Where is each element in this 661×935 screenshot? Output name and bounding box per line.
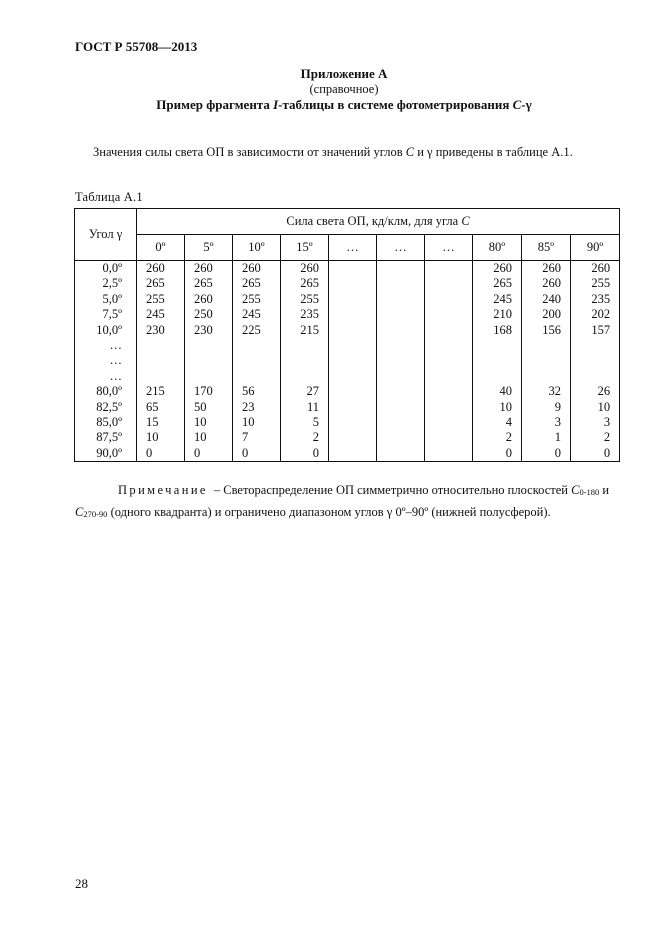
value-cell <box>233 338 281 353</box>
table-row <box>75 307 620 322</box>
intro-paragraph: Значения силы света ОП в зависимости от значений углов C и γ приведены в таблице А.1. <box>93 145 573 159</box>
column-header: 15º <box>281 235 329 261</box>
value-cell: 7 <box>233 430 281 445</box>
value-cell <box>377 369 425 384</box>
value-cell <box>329 446 377 462</box>
column-header: 80º <box>473 235 522 261</box>
value-cell <box>329 323 377 338</box>
gamma-cell: 90,0º <box>75 446 137 462</box>
gamma-cell: 2,5º <box>75 276 137 291</box>
value-cell: 0 <box>185 446 233 462</box>
value-cell: 10 <box>473 400 522 415</box>
value-cell: 0 <box>522 446 571 462</box>
table-row <box>75 384 620 399</box>
value-cell <box>185 353 233 368</box>
value-cell <box>377 292 425 307</box>
value-cell <box>329 307 377 322</box>
column-header: 10º <box>233 235 281 261</box>
value-cell: 9 <box>522 400 571 415</box>
value-cell: 260 <box>522 276 571 291</box>
value-cell: 260 <box>281 261 329 277</box>
value-cell: 210 <box>473 307 522 322</box>
value-cell: 10 <box>185 415 233 430</box>
value-cell <box>137 338 185 353</box>
value-cell <box>425 430 473 445</box>
gamma-cell: 87,5º <box>75 430 137 445</box>
note-label: Примечание <box>118 483 208 497</box>
value-cell <box>281 338 329 353</box>
value-cell: 1 <box>522 430 571 445</box>
table-row <box>75 430 620 445</box>
value-cell <box>329 384 377 399</box>
value-cell: 26 <box>571 384 620 399</box>
value-cell <box>377 430 425 445</box>
value-cell: 235 <box>571 292 620 307</box>
gamma-cell: … <box>75 338 137 353</box>
value-cell: 260 <box>522 261 571 277</box>
value-cell <box>185 338 233 353</box>
gamma-cell: 80,0º <box>75 384 137 399</box>
value-cell: 255 <box>281 292 329 307</box>
table-row <box>75 338 620 353</box>
value-cell: 255 <box>233 292 281 307</box>
value-cell: 2 <box>571 430 620 445</box>
value-cell <box>425 276 473 291</box>
table-row <box>75 276 620 291</box>
value-cell <box>329 276 377 291</box>
gamma-cell: 7,5º <box>75 307 137 322</box>
value-cell: 168 <box>473 323 522 338</box>
value-cell <box>425 323 473 338</box>
value-cell: 15 <box>137 415 185 430</box>
value-cell <box>281 353 329 368</box>
value-cell: 10 <box>185 430 233 445</box>
value-cell <box>377 323 425 338</box>
table-row <box>75 292 620 307</box>
value-cell <box>571 369 620 384</box>
value-cell <box>425 307 473 322</box>
value-cell: 265 <box>473 276 522 291</box>
gamma-cell: … <box>75 353 137 368</box>
value-cell <box>329 261 377 277</box>
value-cell <box>377 353 425 368</box>
intensity-table <box>74 208 620 462</box>
value-cell: 50 <box>185 400 233 415</box>
value-cell <box>281 369 329 384</box>
value-cell: 170 <box>185 384 233 399</box>
column-header: … <box>425 235 473 261</box>
value-cell <box>571 338 620 353</box>
value-cell <box>425 292 473 307</box>
value-cell: 40 <box>473 384 522 399</box>
value-cell: 0 <box>137 446 185 462</box>
value-cell: 32 <box>522 384 571 399</box>
value-cell: 235 <box>281 307 329 322</box>
value-cell <box>377 307 425 322</box>
value-cell: 0 <box>281 446 329 462</box>
gamma-cell: 5,0º <box>75 292 137 307</box>
value-cell: 260 <box>185 292 233 307</box>
value-cell: 245 <box>473 292 522 307</box>
group-header: Сила света ОП, кд/клм, для угла C <box>137 209 620 235</box>
value-cell <box>329 338 377 353</box>
value-cell <box>377 400 425 415</box>
value-cell <box>329 415 377 430</box>
value-cell: 265 <box>137 276 185 291</box>
gamma-cell: 0,0º <box>75 261 137 277</box>
gamma-cell: 85,0º <box>75 415 137 430</box>
value-cell <box>425 446 473 462</box>
value-cell: 202 <box>571 307 620 322</box>
value-cell: 11 <box>281 400 329 415</box>
value-cell: 225 <box>233 323 281 338</box>
column-header: 0º <box>137 235 185 261</box>
value-cell <box>329 369 377 384</box>
value-cell <box>571 353 620 368</box>
value-cell <box>377 261 425 277</box>
column-header: … <box>377 235 425 261</box>
value-cell <box>473 353 522 368</box>
value-cell <box>377 338 425 353</box>
value-cell: 245 <box>137 307 185 322</box>
table-note: Примечание – Светораспределение ОП симметрично относительно плоскостей $C_{0-180}$ и $C_{270-90}$ (одного квадранта) и ограничено диапазоном углов γ 0º–90º (нижней полусферой). <box>75 483 610 519</box>
value-cell: 260 <box>185 261 233 277</box>
gamma-header: Угол γ <box>75 209 137 261</box>
value-cell: 2 <box>473 430 522 445</box>
value-cell <box>425 338 473 353</box>
value-cell: 0 <box>571 446 620 462</box>
value-cell <box>425 384 473 399</box>
value-cell: 10 <box>233 415 281 430</box>
value-cell <box>329 430 377 445</box>
table-row <box>75 446 620 462</box>
value-cell: 23 <box>233 400 281 415</box>
table-label: Таблица А.1 <box>75 190 143 204</box>
table-row <box>75 353 620 368</box>
value-cell <box>473 369 522 384</box>
value-cell: 200 <box>522 307 571 322</box>
column-header: 90º <box>571 235 620 261</box>
table-row <box>75 261 620 277</box>
page-number: 28 <box>75 876 88 891</box>
document-code: ГОСТ Р 55708—2013 <box>75 39 198 54</box>
value-cell <box>329 292 377 307</box>
value-cell <box>425 353 473 368</box>
value-cell: 4 <box>473 415 522 430</box>
value-cell: 265 <box>281 276 329 291</box>
intensity-table-wrap <box>74 208 619 462</box>
value-cell: 265 <box>185 276 233 291</box>
value-cell <box>137 353 185 368</box>
column-header: … <box>329 235 377 261</box>
value-cell: 260 <box>137 261 185 277</box>
value-cell: 230 <box>185 323 233 338</box>
value-cell: 255 <box>137 292 185 307</box>
value-cell: 265 <box>233 276 281 291</box>
annex-caption: Пример фрагмента I-таблицы в системе фотометрирования C-γ <box>156 97 532 112</box>
value-cell: 3 <box>571 415 620 430</box>
value-cell <box>522 353 571 368</box>
value-cell: 10 <box>571 400 620 415</box>
column-header: 85º <box>522 235 571 261</box>
value-cell <box>329 353 377 368</box>
table-row <box>75 323 620 338</box>
value-cell <box>137 369 185 384</box>
value-cell <box>473 338 522 353</box>
value-cell: 260 <box>233 261 281 277</box>
value-cell <box>185 369 233 384</box>
value-cell <box>522 369 571 384</box>
value-cell: 156 <box>522 323 571 338</box>
value-cell <box>425 369 473 384</box>
value-cell: 65 <box>137 400 185 415</box>
value-cell: 157 <box>571 323 620 338</box>
value-cell: 245 <box>233 307 281 322</box>
table-row <box>75 415 620 430</box>
value-cell: 215 <box>137 384 185 399</box>
value-cell <box>522 338 571 353</box>
value-cell: 5 <box>281 415 329 430</box>
value-cell: 230 <box>137 323 185 338</box>
value-cell <box>425 261 473 277</box>
value-cell <box>377 446 425 462</box>
value-cell: 250 <box>185 307 233 322</box>
value-cell: 215 <box>281 323 329 338</box>
value-cell: 10 <box>137 430 185 445</box>
value-cell: 2 <box>281 430 329 445</box>
annex-title: Приложение А <box>300 66 388 81</box>
annex-type: (справочное) <box>309 82 379 96</box>
gamma-cell: … <box>75 369 137 384</box>
table-row <box>75 400 620 415</box>
value-cell <box>377 415 425 430</box>
gamma-cell: 10,0º <box>75 323 137 338</box>
value-cell: 260 <box>473 261 522 277</box>
value-cell: 0 <box>473 446 522 462</box>
value-cell: 0 <box>233 446 281 462</box>
value-cell <box>233 353 281 368</box>
value-cell <box>425 415 473 430</box>
value-cell: 240 <box>522 292 571 307</box>
value-cell <box>425 400 473 415</box>
column-header: 5º <box>185 235 233 261</box>
table-row <box>75 369 620 384</box>
value-cell <box>329 400 377 415</box>
value-cell: 3 <box>522 415 571 430</box>
value-cell: 255 <box>571 276 620 291</box>
value-cell <box>377 276 425 291</box>
value-cell: 56 <box>233 384 281 399</box>
value-cell: 260 <box>571 261 620 277</box>
value-cell <box>233 369 281 384</box>
value-cell: 27 <box>281 384 329 399</box>
value-cell <box>377 384 425 399</box>
gamma-cell: 82,5º <box>75 400 137 415</box>
